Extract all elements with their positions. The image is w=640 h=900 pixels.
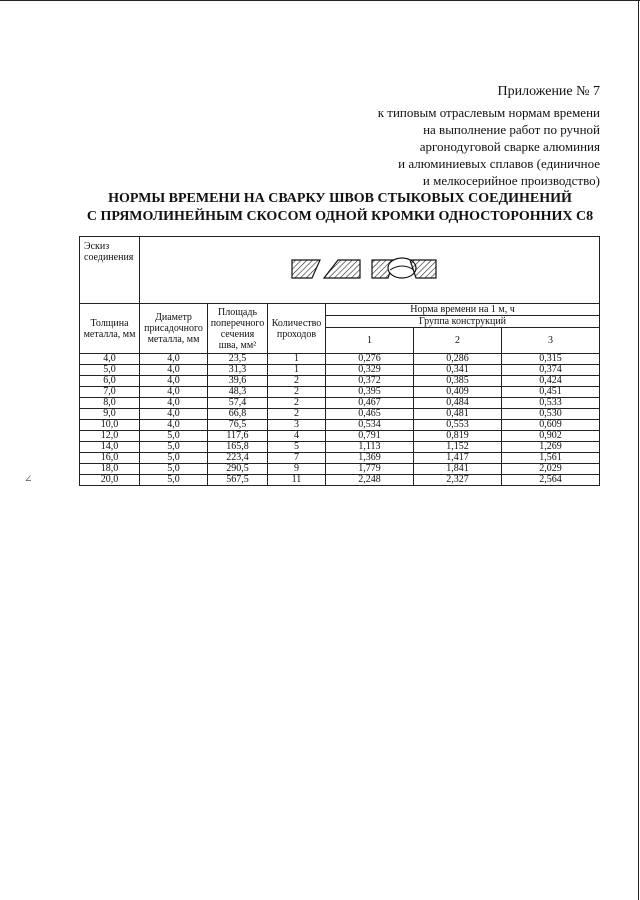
subtitle-line: на выполнение работ по ручной	[423, 122, 600, 137]
table-cell: 7,0	[80, 387, 140, 398]
col-passes: Количество проходов	[268, 304, 326, 354]
table-cell: 1,152	[414, 442, 502, 453]
col-diameter: Диаметр присадочного металла, мм	[140, 304, 208, 354]
table-cell: 0,409	[414, 387, 502, 398]
sketch-label: Эскиз соединения	[80, 237, 140, 304]
table-cell: 2,327	[414, 475, 502, 486]
table-cell: 16,0	[80, 453, 140, 464]
appendix-number: Приложение № 7	[497, 84, 600, 99]
table-cell: 0,481	[414, 409, 502, 420]
table-cell: 0,374	[502, 365, 600, 376]
table-cell: 4,0	[140, 376, 208, 387]
table-cell: 4,0	[140, 398, 208, 409]
table-cell: 5,0	[140, 475, 208, 486]
table-cell: 117,6	[208, 431, 268, 442]
table-cell: 20,0	[80, 475, 140, 486]
table-cell: 0,791	[326, 431, 414, 442]
table-cell: 4,0	[140, 365, 208, 376]
table-cell: 5,0	[140, 442, 208, 453]
table-row	[80, 354, 600, 365]
table-cell: 2	[268, 387, 326, 398]
table-cell: 23,5	[208, 354, 268, 365]
col-group: Группа конструкций	[326, 316, 600, 328]
table-cell: 0,395	[326, 387, 414, 398]
weld-joint-diagram-icon	[290, 254, 450, 284]
table-cell: 1,269	[502, 442, 600, 453]
table-cell: 1,841	[414, 464, 502, 475]
table-cell: 0,286	[414, 354, 502, 365]
table-cell: 4,0	[140, 354, 208, 365]
joint-sketch	[140, 237, 600, 304]
table-cell: 1,417	[414, 453, 502, 464]
table-cell: 0,341	[414, 365, 502, 376]
margin-mark: ∠	[24, 474, 33, 485]
table-cell: 2	[268, 409, 326, 420]
table-cell: 0,530	[502, 409, 600, 420]
group-2: 2	[414, 328, 502, 354]
table-body	[80, 354, 600, 486]
table-cell: 5,0	[80, 365, 140, 376]
subtitle-line: и алюминиевых сплавов (единичное	[398, 156, 600, 171]
table-cell: 0,385	[414, 376, 502, 387]
sketch-row	[80, 237, 600, 304]
table-row	[80, 387, 600, 398]
title-line: С ПРЯМОЛИНЕЙНЫМ СКОСОМ ОДНОЙ КРОМКИ ОДНОСТОРОННИХ С8	[86, 209, 594, 224]
table-cell: 7	[268, 453, 326, 464]
table-cell: 0,553	[414, 420, 502, 431]
header-row	[80, 304, 600, 316]
table-cell: 0,819	[414, 431, 502, 442]
table-cell: 165,8	[208, 442, 268, 453]
table-row	[80, 398, 600, 409]
table-cell: 0,902	[502, 431, 600, 442]
table-cell: 0,534	[326, 420, 414, 431]
appendix-subtitle	[340, 104, 600, 189]
table-cell: 4,0	[140, 409, 208, 420]
col-thickness: Толщина металла, мм	[80, 304, 140, 354]
table-cell: 4	[268, 431, 326, 442]
scan-border-top	[0, 0, 640, 1]
table-cell: 0,315	[502, 354, 600, 365]
table-cell: 2,029	[502, 464, 600, 475]
subtitle-line: аргонодуговой сварке алюминия	[419, 139, 600, 154]
col-area: Площадь поперечного сечения шва, мм²	[208, 304, 268, 354]
table-cell: 0,329	[326, 365, 414, 376]
table-cell: 0,451	[502, 387, 600, 398]
table-cell: 0,276	[326, 354, 414, 365]
table-cell: 1,369	[326, 453, 414, 464]
table-cell: 11	[268, 475, 326, 486]
table-cell: 6,0	[80, 376, 140, 387]
table-cell: 8,0	[80, 398, 140, 409]
table-cell: 0,465	[326, 409, 414, 420]
table-cell: 567,5	[208, 475, 268, 486]
subtitle-line: к типовым отраслевым нормам времени	[377, 105, 600, 120]
group-1: 1	[326, 328, 414, 354]
table-cell: 2	[268, 376, 326, 387]
table-row	[80, 420, 600, 431]
table-cell: 0,467	[326, 398, 414, 409]
table-cell: 2,248	[326, 475, 414, 486]
table-cell: 3	[268, 420, 326, 431]
title-line: НОРМЫ ВРЕМЕНИ НА СВАРКУ ШВОВ СТЫКОВЫХ СОЕДИНЕНИЙ	[108, 191, 572, 206]
table-cell: 4,0	[80, 354, 140, 365]
table-cell: 0,609	[502, 420, 600, 431]
norms-table	[79, 236, 600, 486]
group-3: 3	[502, 328, 600, 354]
table-cell: 0,372	[326, 376, 414, 387]
table-row	[80, 464, 600, 475]
table-cell: 0,533	[502, 398, 600, 409]
subtitle-line: и мелкосерийное производство)	[422, 173, 600, 188]
table-cell: 31,3	[208, 365, 268, 376]
table-cell: 0,484	[414, 398, 502, 409]
table-cell: 5,0	[140, 453, 208, 464]
table-cell: 1	[268, 365, 326, 376]
table-row	[80, 409, 600, 420]
table-cell: 5,0	[140, 464, 208, 475]
table-cell: 1,113	[326, 442, 414, 453]
table-cell: 4,0	[140, 387, 208, 398]
table-cell: 4,0	[140, 420, 208, 431]
table-cell: 66,8	[208, 409, 268, 420]
table-row	[80, 475, 600, 486]
table-cell: 1,561	[502, 453, 600, 464]
table-cell: 1,779	[326, 464, 414, 475]
table-cell: 0,424	[502, 376, 600, 387]
col-norm: Норма времени на 1 м, ч	[326, 304, 600, 316]
table-row	[80, 442, 600, 453]
table-cell: 5	[268, 442, 326, 453]
table-row	[80, 453, 600, 464]
table-cell: 5,0	[140, 431, 208, 442]
table-cell: 9,0	[80, 409, 140, 420]
table-cell: 48,3	[208, 387, 268, 398]
table-cell: 14,0	[80, 442, 140, 453]
table-cell: 39,6	[208, 376, 268, 387]
table-cell: 2,564	[502, 475, 600, 486]
table-cell: 76,5	[208, 420, 268, 431]
table-cell: 18,0	[80, 464, 140, 475]
table-cell: 10,0	[80, 420, 140, 431]
table-row	[80, 431, 600, 442]
table-cell: 9	[268, 464, 326, 475]
table-row	[80, 365, 600, 376]
table-row	[80, 376, 600, 387]
document-title	[75, 190, 605, 226]
table-cell: 57,4	[208, 398, 268, 409]
scan-border-right	[638, 0, 639, 900]
table-cell: 2	[268, 398, 326, 409]
table-cell: 223,4	[208, 453, 268, 464]
table-cell: 1	[268, 354, 326, 365]
table-cell: 290,5	[208, 464, 268, 475]
table-cell: 12,0	[80, 431, 140, 442]
